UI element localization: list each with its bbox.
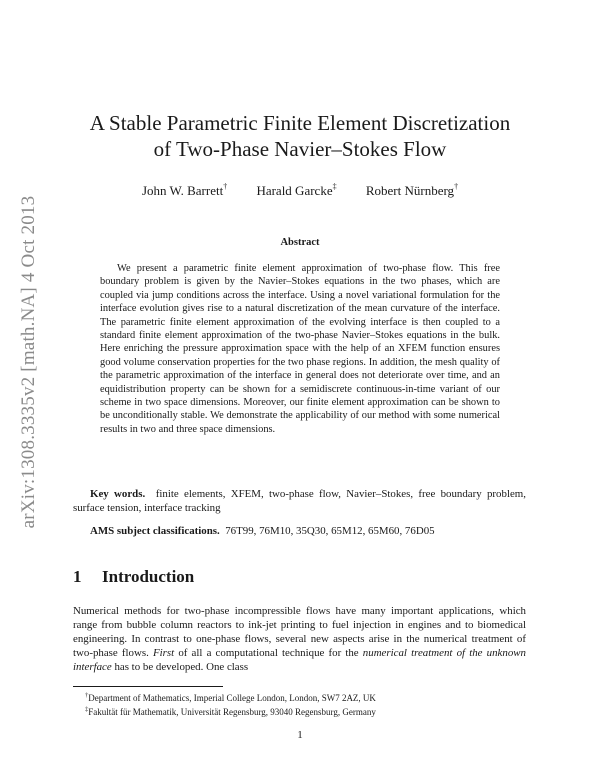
ams-label: AMS subject classifications. [90,525,220,537]
abstract [100,262,500,436]
abstract-heading: Abstract [280,237,320,248]
author-affiliation-mark: † [454,182,459,191]
intro-text-2: of all a computational technique for the [174,646,363,659]
footnote [73,690,526,704]
intro-emphasis-first: First [152,646,175,659]
section-heading [73,567,526,587]
footnote-mark: ‡ [85,706,89,713]
ams-codes: 76T99, 76M10, 35Q30, 65M12, 65M60, 76D05 [225,525,435,537]
title-line-1: A Stable Parametric Finite Element Discretization [89,111,511,135]
abstract-text: We present a parametric finite element approximation of two-phase flow. This free boundary problem is given by the Navier–Stokes equations in the two phases, which are coupled via jump conditions across the interface. Using a novel variational formulation for the interface evolution gives rise to a natural discretization of the mean curvature of the interface. The parametric finite element approximation of the evolving interface is then coupled to a standard finite element approximation of the two-phase Navier–Stokes equations in the bulk. Here enriching the pressure approximation space with the help of an XFEM function ensures good volume conservation properties for the two phase regions. In addition, the mesh quality of the parametric approximation of the interface in general does not deteriorate over time, and an equidistribution property can be shown for a semidiscrete continuous-in-time variant of our scheme in two space dimensions. Moreover, our finite element approximation can be shown to be unconditionally stable. We demonstrate the applicability of our method with some numerical results in two and three space dimensions. [100,263,500,435]
arxiv-stamp [16,182,42,542]
footnotes [73,686,526,718]
page-number: 1 [297,729,303,741]
footnote-text: Fakultät für Mathematik, Universität Regensburg, 93040 Regensburg, Germany [88,707,376,717]
author [256,182,336,199]
introduction-paragraph [73,605,526,675]
paper-title [60,110,540,162]
keywords-text: finite elements, XFEM, two-phase flow, Navier–Stokes, free boundary problem, surface tension, interface tracking [73,488,526,514]
footnote-rule [73,686,223,687]
intro-emphasis-interface: numerical treatment of the unknown interface [73,646,526,673]
section-title: Introduction [102,567,195,586]
author-affiliation-mark: ‡ [332,182,337,191]
keywords-block [73,487,526,515]
author-name: Robert Nürnberg [365,183,455,198]
section-number: 1 [73,567,82,586]
author-name: Harald Garcke [256,183,333,198]
intro-text-3: has to be developed. One class [111,660,249,673]
title-line-2: of Two-Phase Navier–Stokes Flow [153,137,447,161]
author-name: John W. Barrett [141,183,224,198]
author-affiliation-mark: † [223,182,228,191]
author [142,182,227,199]
author [366,182,458,199]
intro-text-1: Numerical methods for two-phase incompressible flows have many important applications, which range from bubble column reactors to ink-jet printing to fuel injection in engines and to biomedical engineering. In contrast to one-phase flows, several new aspects arise in the numerical treatment of two-phase flows. [73,605,526,659]
footnote-text: Department of Mathematics, Imperial College London, London, SW7 2AZ, UK [88,693,376,703]
footnote-mark: † [85,692,89,699]
author-list [60,182,540,199]
arxiv-identifier: arXiv:1308.3335v2 [math.NA] 4 Oct 2013 [18,195,39,529]
keywords-label: Key words. [90,488,146,500]
footnote [73,704,526,718]
ams-classification-block [73,524,526,538]
